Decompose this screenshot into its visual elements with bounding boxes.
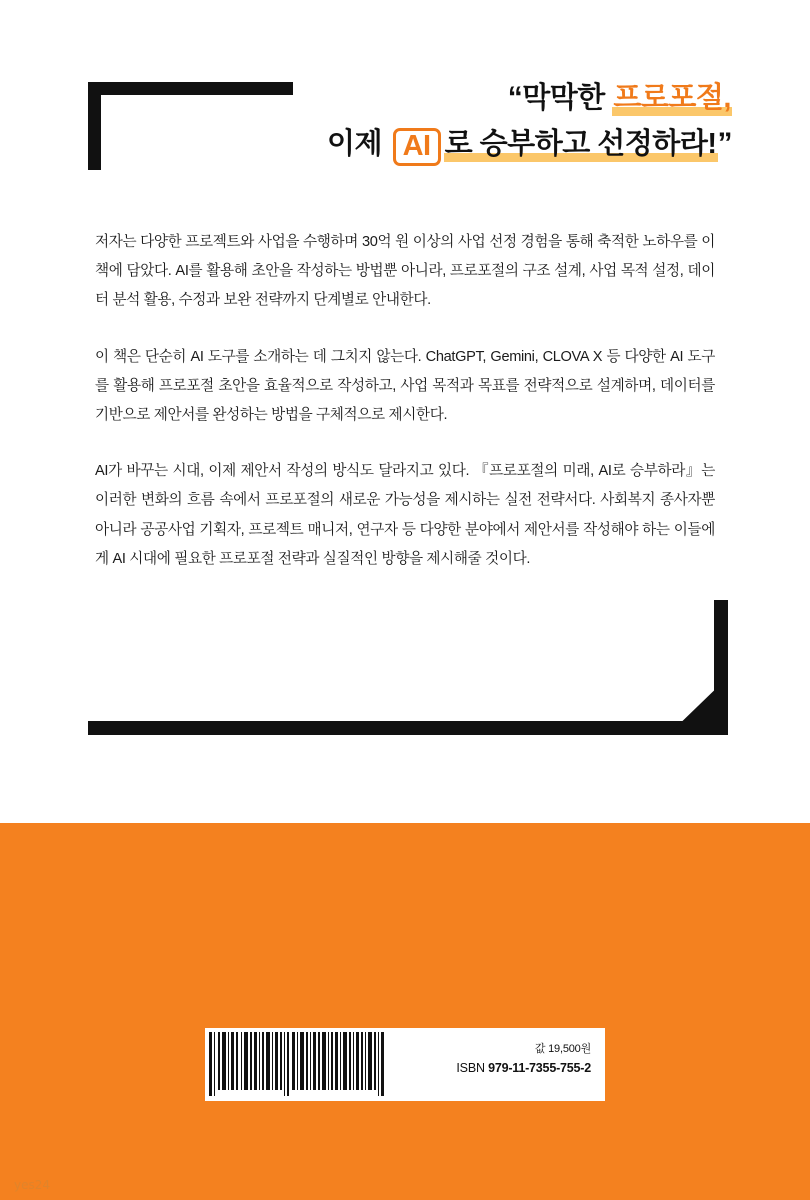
- barcode-icon: [205, 1028, 391, 1101]
- headline-line-2-suffix: 로 승부하고 선정하라!: [444, 125, 718, 163]
- bracket-horizontal-bar: [88, 721, 728, 735]
- headline-line-1-text: 막막한: [522, 82, 613, 114]
- price-isbn-block: [391, 1028, 605, 1101]
- isbn-number: 979-11-7355-755-2: [488, 1061, 591, 1075]
- watermark: yes24: [14, 1178, 51, 1192]
- barcode-block: [205, 1028, 605, 1101]
- headline-line-2: [192, 124, 732, 164]
- blurb-paragraph-1: 저자는 다양한 프로젝트와 사업을 수행하며 30억 원 이상의 사업 선정 경험을 통해 축적한 노하우를 이 책에 담았다. AI를 활용해 초안을 작성하는 방법뿐 아니라, 프로포절의 구조 설계, 사업 목적 설정, 데이터 분석 활용, 수정과 보완 전략까지 단계별로 안내한다.: [95, 234, 715, 309]
- orange-band: [0, 823, 810, 1200]
- blurb-paragraph-2: 이 책은 단순히 AI 도구를 소개하는 데 그치지 않는다. ChatGPT, Gemini, CLOVA X 등 다양한 AI 도구를 활용해 프로포절 초안을 효율적으로 작성하고, 사업 목적과 목표를 전략적으로 설계하며, 데이터를 기반으로 제안서를 완성하는 방법을 구체적으로 제시한다.: [95, 348, 715, 423]
- open-quote: “: [507, 81, 523, 114]
- headline-accent-proposal: 프로포절,: [612, 79, 732, 117]
- back-cover-blurb: [95, 228, 715, 574]
- isbn-label: ISBN: [456, 1061, 489, 1075]
- isbn-line: [401, 1061, 591, 1075]
- corner-bracket-bottom-right-icon: [88, 600, 728, 735]
- close-quote: ”: [717, 126, 732, 160]
- headline: [192, 78, 732, 164]
- blurb-paragraph-3: AI가 바꾸는 시대, 이제 제안서 작성의 방식도 달라지고 있다. 『프로포절의 미래, AI로 승부하라』는 이러한 변화의 흐름 속에서 프로포절의 새로운 가능성을 제시하는 실전 전략서다. 사회복지 종사자뿐 아니라 공공사업 기획자, 프로젝트 매니저, 연구자 등 다양한 분야에서 제안서를 작성해야 하는 이들에게 AI 시대에 필요한 프로포절 전략과 실질적인 방향을 제시해줄 것이다.: [95, 463, 715, 567]
- headline-line-1: [192, 78, 732, 118]
- ai-badge: AI: [393, 128, 441, 166]
- price-label: 값 19,500원: [534, 1043, 591, 1055]
- headline-line-2-prefix: 이제: [327, 127, 390, 160]
